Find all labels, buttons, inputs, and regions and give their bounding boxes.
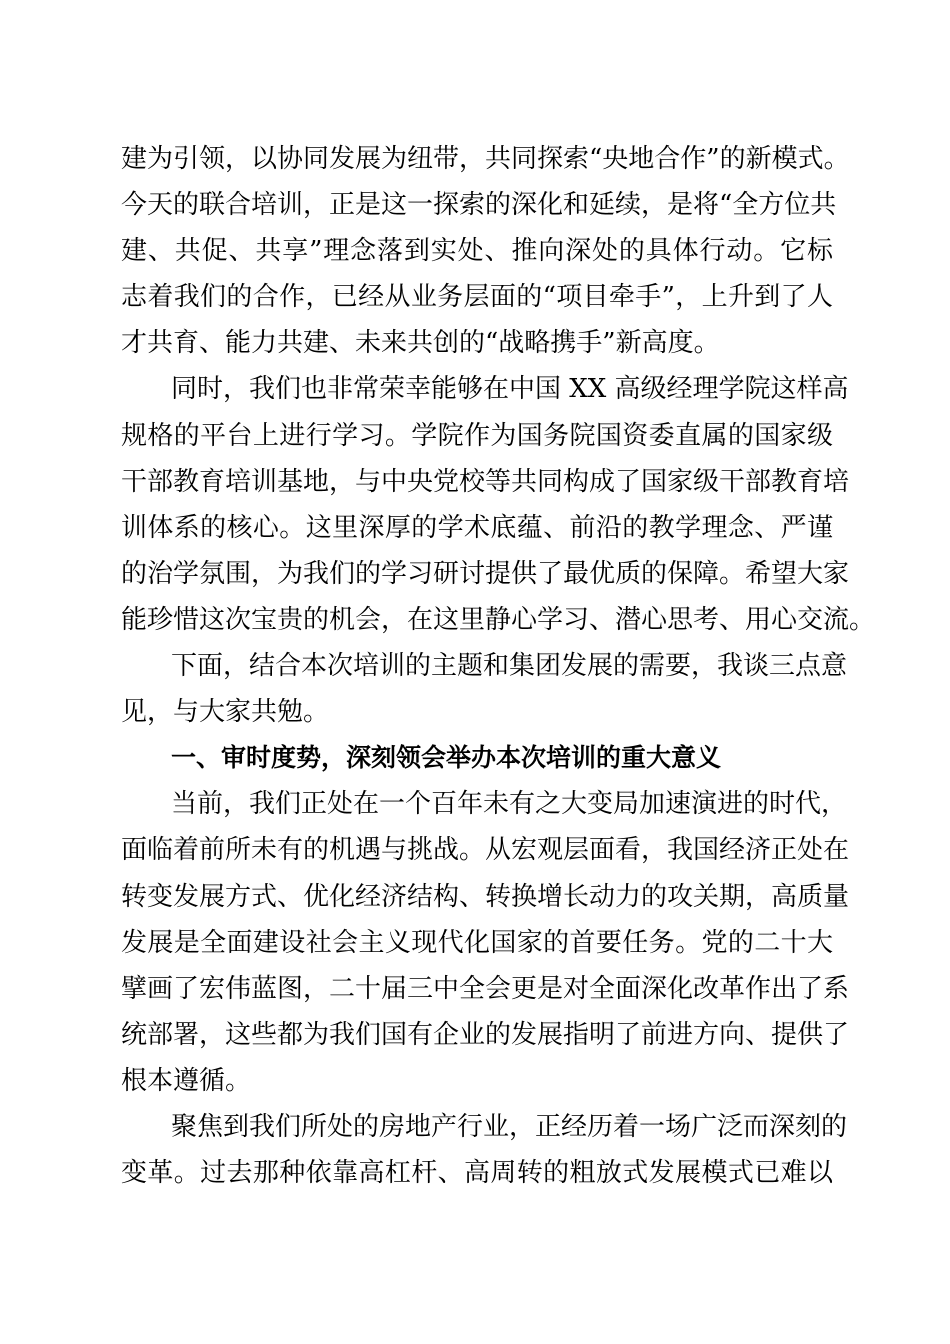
text-line: 今天的联合培训，正是这一探索的深化和延续，是将“全方位共	[121, 190, 837, 221]
text-line: 发展是全面建设社会主义现代化国家的首要任务。党的二十大	[121, 927, 833, 958]
text-line: 聚焦到我们所处的房地产行业，正经历着一场广泛而深刻的	[171, 1111, 848, 1142]
text-line: 才共育、能力共建、未来共创的“战略携手”新高度。	[121, 328, 720, 359]
text-line: 能珍惜这次宝贵的机会，在这里静心学习、潜心思考、用心交流。	[121, 604, 876, 635]
text-line: 建、共促、共享”理念落到实处、推向深处的具体行动。它标	[121, 236, 833, 267]
section-heading: 一、审时度势，深刻领会举办本次培训的重大意义	[171, 743, 722, 773]
text-line: 统部署，这些都为我们国有企业的发展指明了前进方向、提供了	[121, 1019, 850, 1050]
text-line: 下面，结合本次培训的主题和集团发展的需要，我谈三点意	[171, 651, 848, 682]
text-line: 面临着前所未有的机遇与挑战。从宏观层面看，我国经济正处在	[121, 835, 850, 866]
text-line: 同时，我们也非常荣幸能够在中国 XX 高级经理学院这样高	[171, 374, 849, 405]
text-line: 建为引领，以协同发展为纽带，共同探索“央地合作”的新模式。	[121, 144, 850, 174]
text-line: 规格的平台上进行学习。学院作为国务院国资委直属的国家级	[121, 420, 833, 451]
document-body	[121, 136, 876, 1196]
text-line: 志着我们的合作，已经从业务层面的“项目牵手”，上升到了人	[121, 282, 833, 313]
text-line: 见，与大家共勉。	[121, 697, 330, 728]
text-line: 的治学氛围，为我们的学习研讨提供了最优质的保障。希望大家	[121, 558, 850, 589]
text-line: 干部教育培训基地，与中央党校等共同构成了国家级干部教育培	[121, 466, 850, 497]
text-line: 根本遵循。	[121, 1065, 252, 1096]
text-line: 擘画了宏伟蓝图，二十届三中全会更是对全面深化改革作出了系	[121, 973, 850, 1004]
text-line: 训体系的核心。这里深厚的学术底蕴、前沿的教学理念、严谨	[121, 512, 833, 543]
text-line: 转变发展方式、优化经济结构、转换增长动力的攻关期，高质量	[121, 881, 850, 912]
text-line: 变革。过去那种依靠高杠杆、高周转的粗放式发展模式已难以	[121, 1158, 833, 1189]
text-line: 当前，我们正处在一个百年未有之大变局加速演进的时代，	[171, 789, 848, 820]
